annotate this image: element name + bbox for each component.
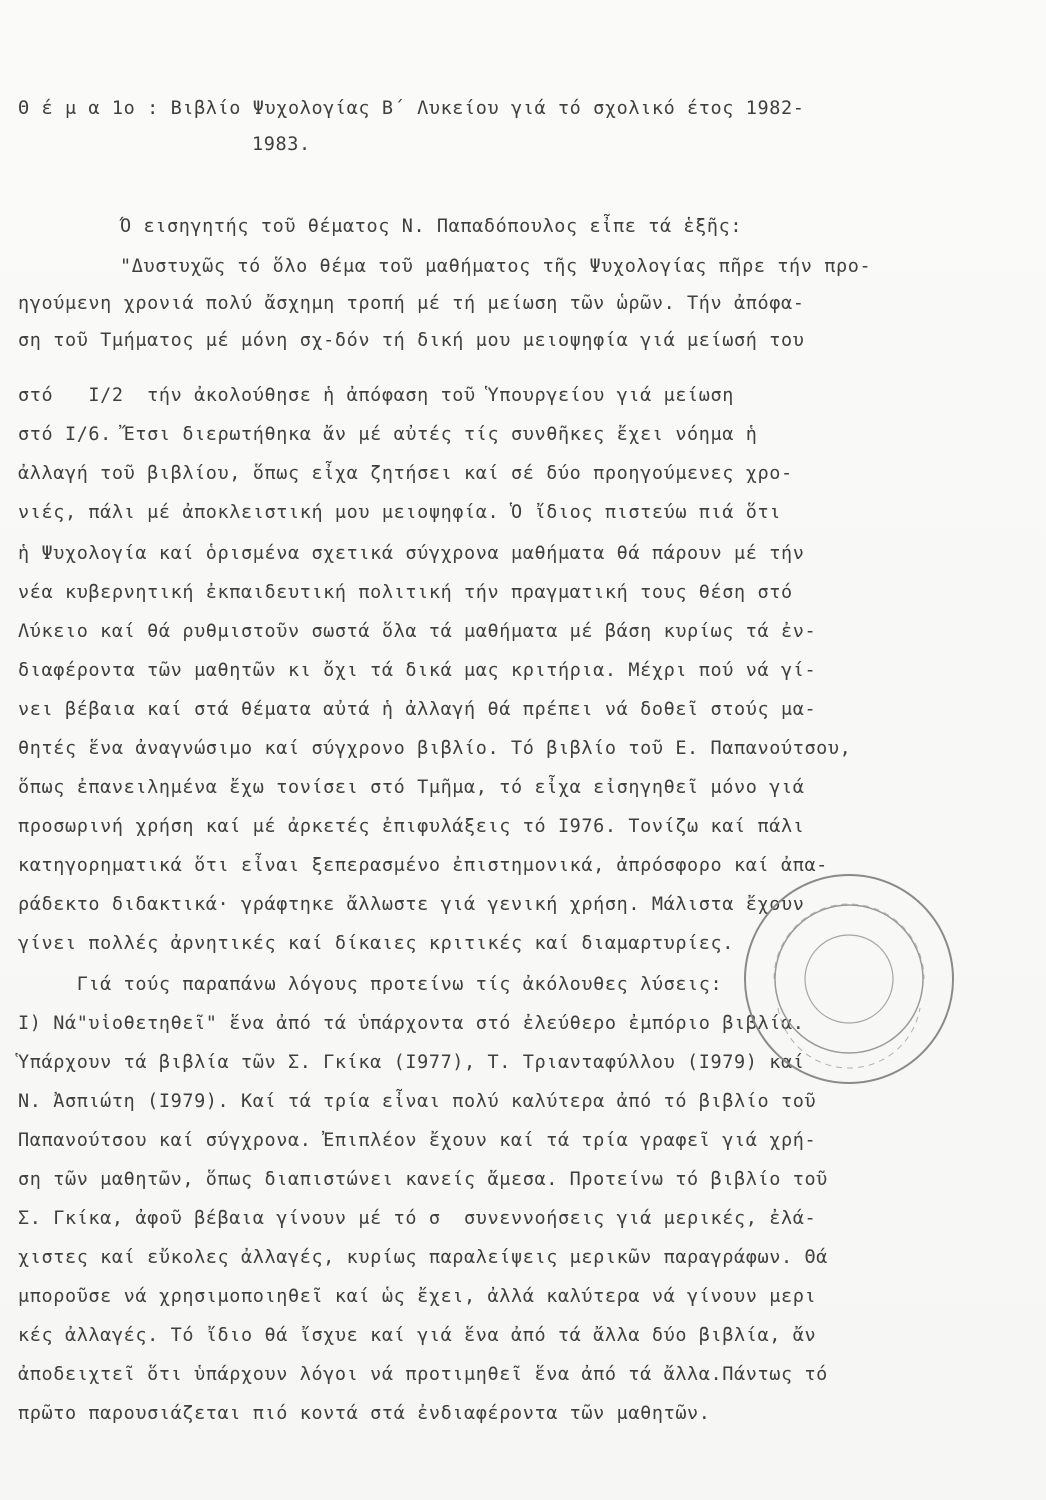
document-heading-continuation: 1983. bbox=[252, 134, 311, 155]
body-line: Παπανούτσου καί σύγχρονα. Ἐπιπλέον ἔχουν καί τά τρία γραφεῖ γιά χρή- bbox=[18, 1130, 817, 1151]
body-line: ἡ Ψυχολογία καί ὁρισμένα σχετικά σύγχρονα μαθήματα θά πάρουν μέ τήν bbox=[18, 543, 805, 564]
body-line: ὅπως ἐπανειλημένα ἔχω τονίσει στό Τμῆμα, τό εἶχα εἰσηγηθεῖ μόνο γιά bbox=[18, 777, 805, 798]
body-line: γίνει πολλές ἀρνητικές καί δίκαιες κριτικές καί διαμαρτυρίες. bbox=[18, 933, 735, 954]
body-line: στό I/2 τήν ἀκολούθησε ἡ ἀπόφαση τοῦ Ὑπουργείου γιά μείωση bbox=[18, 385, 735, 406]
body-line: ση τῶν μαθητῶν, ὅπως διαπιστώνει κανείς ἄμεσα. Προτείνω τό βιβλίο τοῦ bbox=[18, 1169, 828, 1190]
body-line: μποροῦσε νά χρησιμοποιηθεῖ καί ὡς ἔχει, ἀλλά καλύτερα νά γίνουν μερι bbox=[18, 1286, 817, 1307]
body-line: χιστες καί εὔκολες ἀλλαγές, κυρίως παραλείψεις μερικῶν παραγράφων. Θά bbox=[18, 1247, 828, 1268]
body-line: Ν. Ἀσπιώτη (Ι979). Καί τά τρία εἶναι πολύ καλύτερα ἀπό τό βιβλίο τοῦ bbox=[18, 1091, 817, 1112]
body-line: νέα κυβερνητική ἐκπαιδευτική πολιτική τήν πραγματική τους θέση στό bbox=[18, 582, 793, 603]
body-line: Γιά τούς παραπάνω λόγους προτείνω τίς ἀκόλουθες λύσεις: bbox=[18, 974, 723, 995]
body-line: πρῶτο παρουσιάζεται πιό κοντά στά ἐνδιαφέροντα τῶν μαθητῶν. bbox=[18, 1403, 711, 1424]
body-line: διαφέροντα τῶν μαθητῶν κι ὄχι τά δικά μας κριτήρια. Μέχρι πού νά γί- bbox=[18, 660, 817, 681]
body-line: Ι) Νά"υἱοθετηθεῖ" ἕνα ἀπό τά ὑπάρχοντα στό ἐλεύθερο ἐμπόριο βιβλία. bbox=[18, 1013, 805, 1034]
body-line: κές ἀλλαγές. Τό ἴδιο θά ἴσχυε καί γιά ἕνα ἀπό τά ἄλλα δύο βιβλία, ἄν bbox=[18, 1325, 817, 1346]
body-line: νιές, πάλι μέ ἀποκλειστική μου μειοψηφία. Ὁ ἴδιος πιστεύω πιά ὅτι bbox=[18, 502, 781, 523]
body-line: "Δυστυχῶς τό ὅλο θέμα τοῦ μαθήματος τῆς Ψυχολογίας πῆρε τήν προ- bbox=[120, 256, 872, 277]
body-line: Ὑπάρχουν τά βιβλία τῶν Σ. Γκίκα (Ι977), Τ. Τριανταφύλλου (Ι979) καί bbox=[18, 1052, 805, 1073]
body-line: προσωρινή χρήση καί μέ ἀρκετές ἐπιφυλάξεις τό Ι976. Τονίζω καί πάλι bbox=[18, 816, 805, 837]
body-line: ἀποδειχτεῖ ὅτι ὑπάρχουν λόγοι νά προτιμηθεῖ ἕνα ἀπό τά ἄλλα.Πάντως τό bbox=[18, 1364, 828, 1385]
body-line: Σ. Γκίκα, ἀφοῦ βέβαια γίνουν μέ τό σ συνεννοήσεις γιά μερικές, ἐλά- bbox=[18, 1208, 817, 1229]
body-line: ηγούμενη χρονιά πολύ ἄσχημη τροπή μέ τή μείωση τῶν ὡρῶν. Τήν ἀπόφα- bbox=[18, 293, 805, 314]
official-stamp-icon bbox=[738, 868, 960, 1090]
body-line: στό I/6. Ἔτσι διερωτήθηκα ἄν μέ αὐτές τίς συνθῆκες ἔχει νόημα ἡ bbox=[18, 424, 758, 445]
body-line: ση τοῦ Τμήματος μέ μόνη σχ-δόν τή δική μου μειοψηφία γιά μείωσή του bbox=[18, 330, 805, 351]
body-line: θητές ἕνα ἀναγνώσιμο καί σύγχρονο βιβλίο. Τό βιβλίο τοῦ Ε. Παπανούτσου, bbox=[18, 738, 852, 759]
document-heading: Θ έ μ α 1ο : Βιβλίο Ψυχολογίας Β΄ Λυκείου γιά τό σχολικό έτος 1982- bbox=[18, 98, 805, 119]
body-line: νει βέβαια καί στά θέματα αὐτά ἡ ἀλλαγή θά πρέπει νά δοθεῖ στούς μα- bbox=[18, 699, 817, 720]
body-line: κατηγορηματικά ὅτι εἶναι ξεπερασμένο ἐπιστημονικά, ἀπρόσφορο καί ἀπα- bbox=[18, 855, 828, 876]
intro-line: Ό εισηγητής τοῦ θέματος Ν. Παπαδόπουλος εἶπε τά ἑξῆς: bbox=[120, 216, 743, 237]
body-line: Λύκειο καί θά ρυθμιστοῦν σωστά ὅλα τά μαθήματα μέ βάση κυρίως τά ἐν- bbox=[18, 621, 817, 642]
body-line: ἀλλαγή τοῦ βιβλίου, ὅπως εἶχα ζητήσει καί σέ δύο προηγούμενες χρο- bbox=[18, 463, 793, 484]
body-line: ράδεκτο διδακτικά· γράφτηκε ἄλλωστε γιά γενική χρήση. Μάλιστα ἔχουν bbox=[18, 894, 805, 915]
